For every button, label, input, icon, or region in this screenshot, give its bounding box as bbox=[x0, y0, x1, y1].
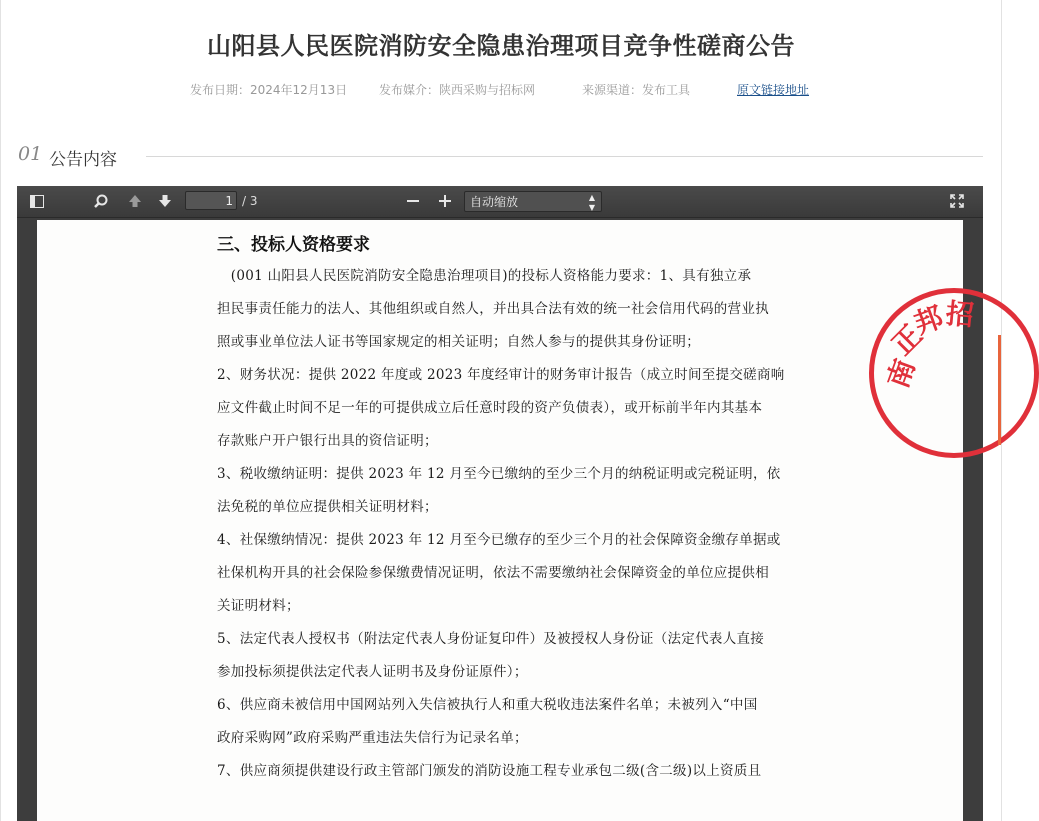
arrow-down-icon[interactable] bbox=[155, 192, 175, 210]
section-divider bbox=[146, 156, 983, 157]
document-line: 3、税收缴纳证明：提供 2023 年 12 月至今已缴纳的至少三个月的纳税证明或完税证明，依 bbox=[217, 466, 781, 482]
document-heading: 三、投标人资格要求 bbox=[217, 235, 370, 255]
page-number-input[interactable]: 1 bbox=[185, 191, 237, 210]
pdf-viewer bbox=[17, 186, 983, 821]
scroll-indicator bbox=[998, 335, 1001, 445]
document-line: 政府采购网”政府采购严重违法失信行为记录名单； bbox=[217, 730, 528, 746]
publish-media: 发布媒介：陕西采购与招标网 bbox=[379, 83, 536, 97]
pdf-toolbar bbox=[17, 186, 983, 218]
section-number: 01 bbox=[18, 143, 43, 165]
document-line: 应文件截止时间不足一年的可提供成立后任意时段的资产负债表），或开标前半年内其基本 bbox=[217, 400, 763, 416]
document-line: 社保机构开具的社会保险参保缴费情况证明，依法不需要缴纳社会保障资金的单位应提供相 bbox=[217, 565, 769, 581]
zoom-select-value: 自动缩放 bbox=[470, 195, 519, 209]
source-channel: 来源渠道：发布工具 bbox=[582, 83, 691, 97]
select-arrows-icon: ▲ ▼ bbox=[588, 193, 595, 212]
original-link[interactable]: 原文链接地址 bbox=[737, 83, 810, 97]
sidebar-toggle-icon[interactable] bbox=[27, 192, 47, 210]
document-line: 参加投标须提供法定代表人证明书及身份证原件）； bbox=[217, 664, 528, 680]
fullscreen-icon[interactable] bbox=[947, 192, 967, 210]
section-title: 公告内容 bbox=[49, 150, 117, 170]
document-line: 2、财务状况：提供 2022 年度或 2023 年度经审计的财务审计报告（成立时间至提交磋商响 bbox=[217, 367, 785, 383]
document-line: 6、供应商未被信用中国网站列入失信被执行人和重大税收违法案件名单；未被列入“中国 bbox=[217, 697, 758, 713]
document-line: 4、社保缴纳情况：提供 2023 年 12 月至今已缴存的至少三个月的社会保障资金缴存单据或 bbox=[217, 532, 781, 548]
publish-date: 发布日期：2024年12月13日 bbox=[190, 83, 348, 97]
plus-icon[interactable] bbox=[435, 192, 455, 210]
minus-icon[interactable] bbox=[403, 192, 423, 210]
search-icon[interactable] bbox=[91, 192, 111, 210]
document-line: 7、供应商须提供建设行政主管部门颁发的消防设施工程专业承包二级(含二级)以上资质且 bbox=[217, 763, 762, 779]
document-line: 5、法定代表人授权书（附法定代表人身份证复印件）及被授权人身份证（法定代表人直接 bbox=[217, 631, 765, 647]
original-link-wrapper bbox=[737, 81, 809, 98]
page-title: 山阳县人民医院消防安全隐患治理项目竞争性磋商公告 bbox=[207, 32, 795, 60]
arrow-up-icon[interactable] bbox=[125, 192, 145, 210]
document-line: 法免税的单位应提供相关证明材料； bbox=[217, 499, 438, 515]
document-line: 关证明材料； bbox=[217, 598, 300, 614]
document-line: 存款账户开户银行出具的资信证明； bbox=[217, 433, 438, 449]
company-seal: 南 正 邦 招 bbox=[869, 288, 1039, 458]
pdf-page bbox=[37, 220, 976, 821]
page-count: / 3 bbox=[242, 194, 258, 208]
document-line: (001 山阳县人民医院消防安全隐患治理项目)的投标人资格能力要求：1、具有独立承 bbox=[217, 268, 752, 284]
zoom-select[interactable] bbox=[464, 191, 602, 212]
document-line: 担民事责任能力的法人、其他组织或自然人，并出具合法有效的统一社会信用代码的营业执 bbox=[217, 301, 769, 317]
document-line: 照或事业单位法人证书等国家规定的相关证明；自然人参与的提供其身份证明； bbox=[217, 334, 700, 350]
